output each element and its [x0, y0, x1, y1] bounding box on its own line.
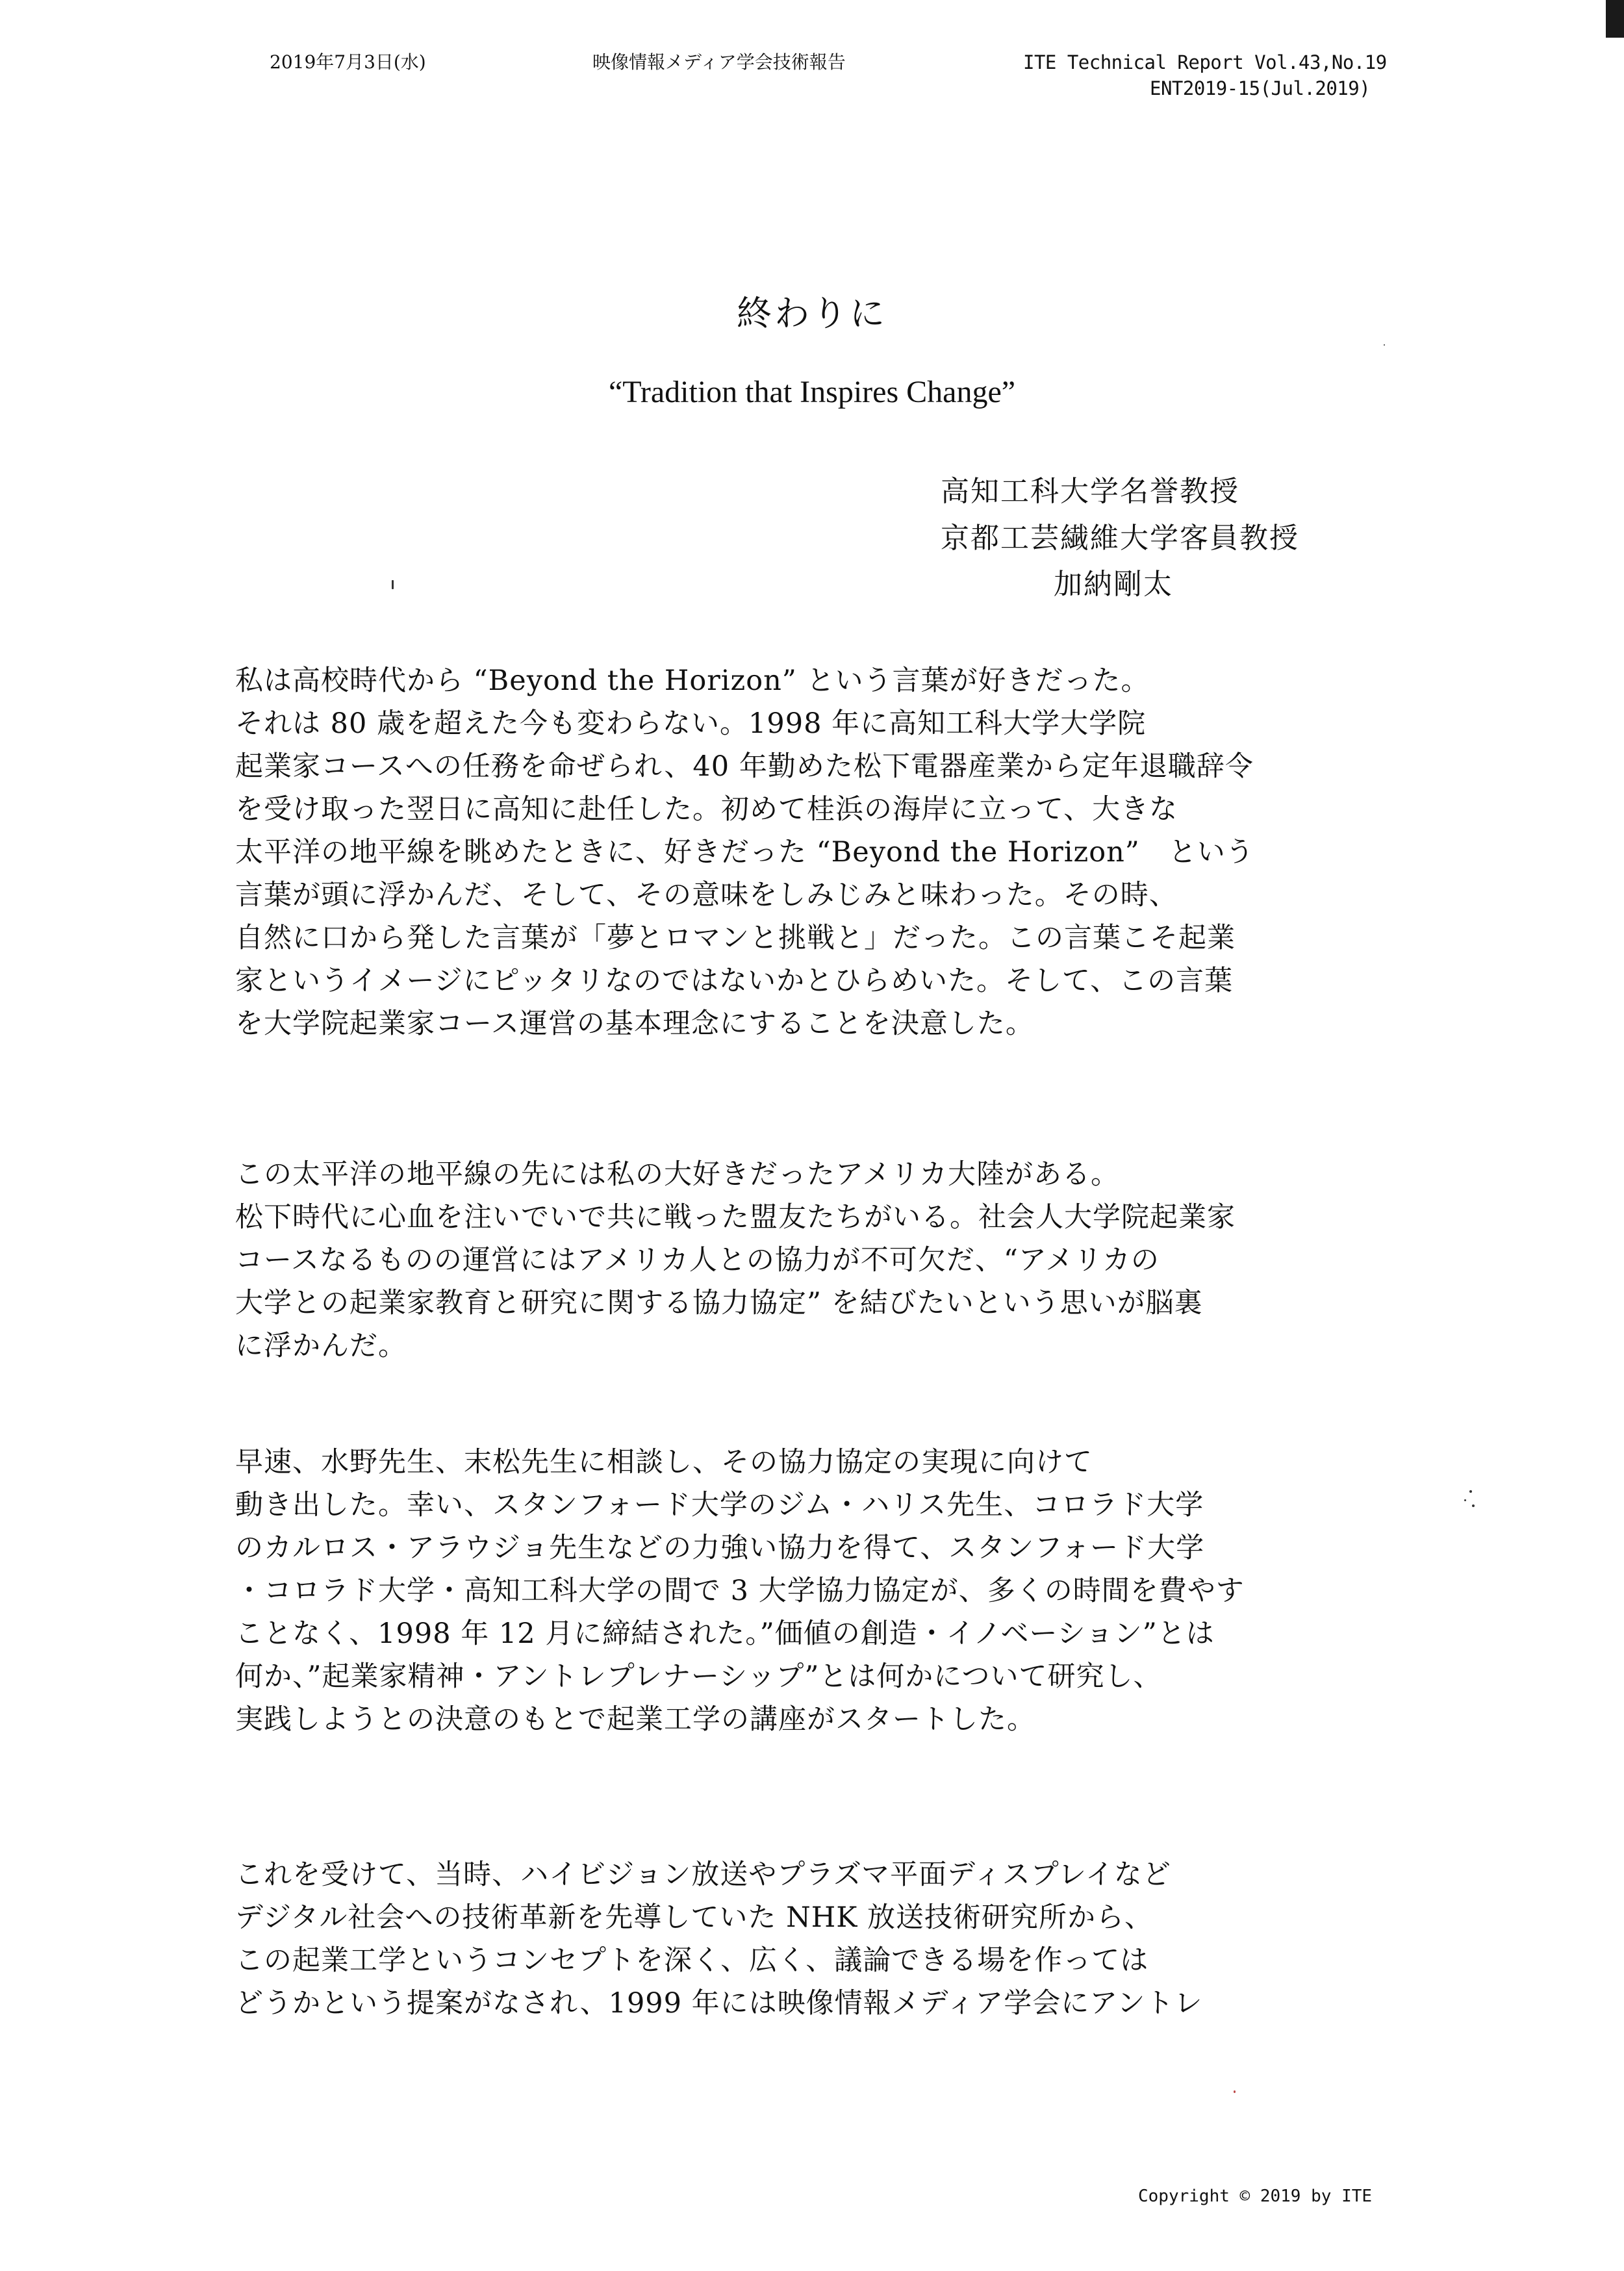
text-line: 何か、”起業家精神・アントレプレナーシップ”とは何かについて研究し、	[235, 1660, 1162, 1693]
text-line: 家というイメージにピッタリなのではないかとひらめいた。そして、この言葉	[235, 965, 1234, 997]
text-line: 私は高校時代から “Beyond the Horizon” という言葉が好きだった。	[235, 665, 1150, 697]
text-line: これを受けて、当時、ハイビジョン放送やプラズマ平面ディスプレイなど	[235, 1859, 1171, 1891]
paragraph-2	[235, 1153, 1417, 1367]
paragraph-4	[235, 1853, 1417, 2025]
author-name: 加納剛太	[1054, 568, 1173, 601]
text-line: を受け取った翌日に高知に赴任した。初めて桂浜の海岸に立って、大きな	[235, 793, 1178, 826]
page-title: 終わりに	[737, 293, 887, 334]
text-line: のカルロス・アラウジョ先生などの力強い協力を得て、スタンフォード大学	[235, 1532, 1205, 1564]
text-line: を大学院起業家コース運営の基本理念にすることを決意した。	[235, 1008, 1034, 1040]
scan-speck	[1234, 2090, 1236, 2093]
scan-speck	[1472, 1504, 1475, 1507]
text-line: に浮かんだ。	[235, 1330, 407, 1362]
author-affiliation-2: 京都工芸繊維大学客員教授	[941, 522, 1299, 555]
scan-speck	[1464, 1499, 1466, 1501]
text-line: どうかという提案がなされ、1999 年には映像情報メディア学会にアントレ	[235, 1987, 1203, 2020]
text-line: 起業家コースへの任務を命ぜられ、40 年勤めた松下電器産業から定年退職辞令	[235, 750, 1254, 783]
text-line: 自然に口から発した言葉が「夢とロマンと挑戦と」だった。この言葉こそ起業	[235, 922, 1236, 954]
text-line: コースなるものの運営にはアメリカ人との協力が不可欠だ、“アメリカの	[235, 1244, 1160, 1276]
text-line: 言葉が頭に浮かんだ、そして、その意味をしみじみと味わった。その時、	[235, 879, 1178, 911]
text-line: 動き出した。幸い、スタンフォード大学のジム・ハリス先生、コロラド大学	[235, 1489, 1204, 1521]
text-line: ・コロラド大学・高知工科大学の間で 3 大学協力協定が、多くの時間を費やす	[235, 1575, 1245, 1607]
paragraph-1	[235, 659, 1417, 1045]
text-line: この太平洋の地平線の先には私の大好きだったアメリカ大陸がある。	[235, 1158, 1119, 1191]
text-line: 太平洋の地平線を眺めたときに、好きだった “Beyond the Horizon” という	[235, 836, 1254, 869]
text-line: 実践しようとの決意のもとで起業工学の講座がスタートした。	[235, 1703, 1035, 1736]
text-line: この起業工学というコンセプトを深く、広く、議論できる場を作っては	[235, 1944, 1149, 1977]
text-line: デジタル社会への技術革新を先導していた NHK 放送技術研究所から、	[235, 1901, 1154, 1934]
header-report-id: ITE Technical Report Vol.43,No.19	[1023, 51, 1387, 73]
author-affiliation-1: 高知工科大学名誉教授	[941, 475, 1239, 508]
header-date: 2019年7月3日(水)	[270, 51, 426, 73]
text-line: それは 80 歳を超えた今も変わらない。1998 年に高知工科大学大学院	[235, 707, 1147, 740]
scan-speck	[1469, 1490, 1472, 1493]
copyright-notice: Copyright © 2019 by ITE	[1138, 2187, 1373, 2206]
text-line: 大学との起業家教育と研究に関する協力協定” を結びたいという思いが脳裏	[235, 1287, 1203, 1319]
paragraph-3	[235, 1441, 1417, 1741]
header-report-code: ENT2019-15(Jul.2019)	[1150, 77, 1371, 99]
text-line: 早速、水野先生、末松先生に相談し、その協力協定の実現に向けて	[235, 1446, 1093, 1478]
header-society: 映像情報メディア学会技術報告	[592, 51, 846, 73]
text-line: 松下時代に心血を注いでいで共に戦った盟友たちがいる。社会人大学院起業家	[235, 1201, 1236, 1234]
scan-speck	[1384, 344, 1385, 346]
scan-speck	[392, 580, 394, 589]
text-line: ことなく、1998 年 12 月に締結された。”価値の創造・イノベーション”とは	[235, 1618, 1215, 1650]
page-subtitle: “Tradition that Inspires Change”	[608, 375, 1016, 409]
scan-edge-artifact	[1606, 0, 1624, 38]
